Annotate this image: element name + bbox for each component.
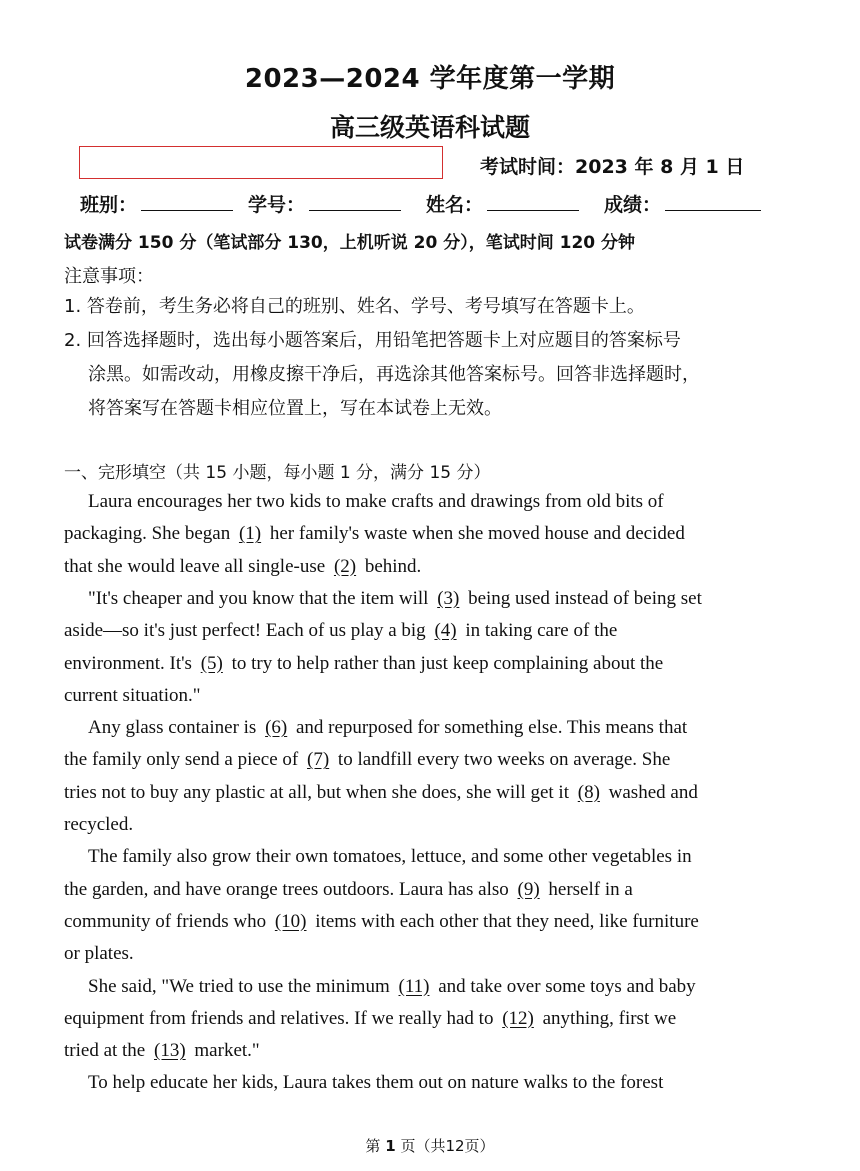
passage-line — [64, 778, 698, 808]
passage-text: tried at the — [64, 1040, 150, 1062]
passage-text: recycled. — [64, 814, 134, 835]
passage-line — [88, 584, 702, 614]
passage-text: the garden, and have orange trees outdoors. Laura has also — [64, 878, 514, 900]
footer-prefix: 第 — [365, 1137, 381, 1155]
page-footer — [0, 1135, 860, 1156]
cloze-blank: (11) — [398, 975, 430, 997]
name-label: 姓名： — [426, 194, 484, 216]
passage-line — [64, 875, 633, 905]
passage-text: The family also grow their own tomatoes, lettuce, and some other vegetables in — [88, 846, 692, 868]
passage-text: or plates. — [64, 943, 134, 965]
footer-suffix: 页） — [464, 1137, 495, 1155]
passage-text: Laura encourages her two kids to make crafts and drawings from old bits of — [88, 491, 664, 512]
exam-subject-title: 高三级英语科试题 — [329, 113, 530, 142]
passage-line — [64, 939, 134, 969]
exam-time: 考试时间：2023 年 8 月 1 日 — [480, 156, 745, 178]
passage-line — [88, 842, 692, 872]
notice-line-3-text: 涂黑。如需改动，用橡皮擦干净后，再选涂其他答案标号。回答非选择题时， — [88, 364, 700, 385]
passage-line — [64, 907, 699, 937]
notice-line-1: 1. 答卷前，考生务必将自己的班别、姓名、学号、考号填写在答题卡上。 — [64, 296, 645, 317]
passage-line — [64, 552, 421, 582]
cloze-blank: (8) — [577, 781, 600, 803]
name-blank-line — [487, 192, 579, 211]
score-blank-line — [665, 192, 761, 211]
cloze-blank: (10) — [274, 910, 307, 932]
passage-text: that she would leave all single-use — [64, 555, 330, 577]
passage-text: "It's cheaper and you know that the item will — [88, 587, 434, 609]
footer-page-number: 1 — [385, 1137, 396, 1155]
cloze-blank: (1) — [238, 523, 262, 545]
notice-line-4 — [64, 392, 804, 426]
passage-text: aside—so it's just perfect! Each of us play a big — [64, 620, 431, 642]
footer-middle: 页（共 — [400, 1137, 446, 1155]
score-field — [604, 190, 761, 217]
passage-text: the family only send a piece of — [64, 749, 304, 771]
passage-line — [88, 713, 687, 743]
passage-text: items with each other that they need, like furniture — [310, 910, 699, 932]
full-score-text: 试卷满分 150 分（笔试部分 130，上机听说 20 分），笔试时间 120 分钟 — [64, 233, 636, 253]
notice-heading: 注意事项： — [64, 266, 154, 287]
cloze-blank: (12) — [502, 1007, 534, 1029]
passage-line — [64, 810, 133, 840]
cloze-section-heading: 一、完形填空（共 15 小题，每小题 1 分，满分 15 分） — [64, 463, 491, 483]
cloze-blank: (3) — [437, 587, 460, 609]
passage-text: equipment from friends and relatives. If we really had to — [64, 1007, 499, 1029]
cloze-blank: (13) — [154, 1040, 186, 1062]
passage-text: market." — [189, 1040, 260, 1062]
footer-total-pages: 12 — [445, 1137, 465, 1155]
passage-line — [88, 1068, 663, 1098]
cloze-blank: (4) — [434, 620, 457, 642]
passage-text: to landfill every two weeks on average. She — [333, 749, 671, 771]
class-label: 班别： — [80, 194, 138, 216]
passage-text: in taking care of the — [460, 620, 618, 642]
cloze-blank: (5) — [200, 652, 223, 674]
exam-year-title: 2023—2024 学年度第一学期 — [244, 64, 616, 94]
passage-line — [64, 681, 201, 711]
passage-text: herself in a — [543, 878, 633, 900]
student-info-row — [80, 190, 780, 220]
passage-line — [64, 745, 670, 775]
passage-text: To help educate her kids, Laura takes them out on nature walks to the forest — [88, 1072, 664, 1094]
class-field — [80, 190, 233, 217]
score-label: 成绩： — [604, 194, 662, 216]
passage-text: She said, "We tried to use the minimum — [88, 975, 395, 997]
passage-text: current situation." — [64, 684, 201, 706]
cloze-blank: (9) — [517, 878, 540, 900]
passage-text: her family's waste when she moved house and decided — [265, 523, 685, 545]
cloze-blank: (7) — [307, 749, 330, 771]
passage-line — [64, 519, 685, 549]
passage-line — [88, 487, 664, 517]
passage-line — [88, 972, 696, 1002]
passage-text: and take over some toys and baby — [433, 975, 696, 997]
name-field — [426, 190, 579, 217]
passage-text: behind. — [360, 555, 422, 577]
notice-line-4-text: 将答案写在答题卡相应位置上，写在本试卷上无效。 — [88, 398, 502, 419]
passage-line — [64, 1036, 260, 1066]
student-number-field — [248, 190, 401, 217]
redacted-box — [79, 146, 443, 179]
student-number-label: 学号： — [248, 194, 306, 216]
passage-text: Any glass container is — [88, 717, 262, 739]
class-blank-line — [141, 192, 233, 211]
passage-text: anything, first we — [537, 1007, 677, 1029]
passage-line — [64, 616, 617, 646]
student-number-blank-line — [309, 192, 401, 211]
cloze-blank: (6) — [265, 717, 288, 739]
passage-text: packaging. She began — [64, 523, 235, 545]
passage-text: community of friends who — [64, 910, 271, 932]
passage-text: to try to help rather than just keep complaining about the — [226, 652, 664, 674]
passage-line — [64, 649, 663, 679]
notice-line-3 — [64, 358, 804, 392]
passage-text: tries not to buy any plastic at all, but when she does, she will get it — [64, 781, 574, 803]
passage-text: environment. It's — [64, 652, 197, 674]
passage-text: and repurposed for something else. This means that — [291, 717, 688, 739]
passage-text: being used instead of being set — [463, 587, 702, 609]
cloze-blank: (2) — [333, 555, 357, 577]
passage-line — [64, 1004, 676, 1034]
notice-line-2: 2. 回答选择题时，选出每小题答案后，用铅笔把答题卡上对应题目的答案标号 — [64, 330, 681, 351]
passage-text: washed and — [603, 781, 698, 803]
